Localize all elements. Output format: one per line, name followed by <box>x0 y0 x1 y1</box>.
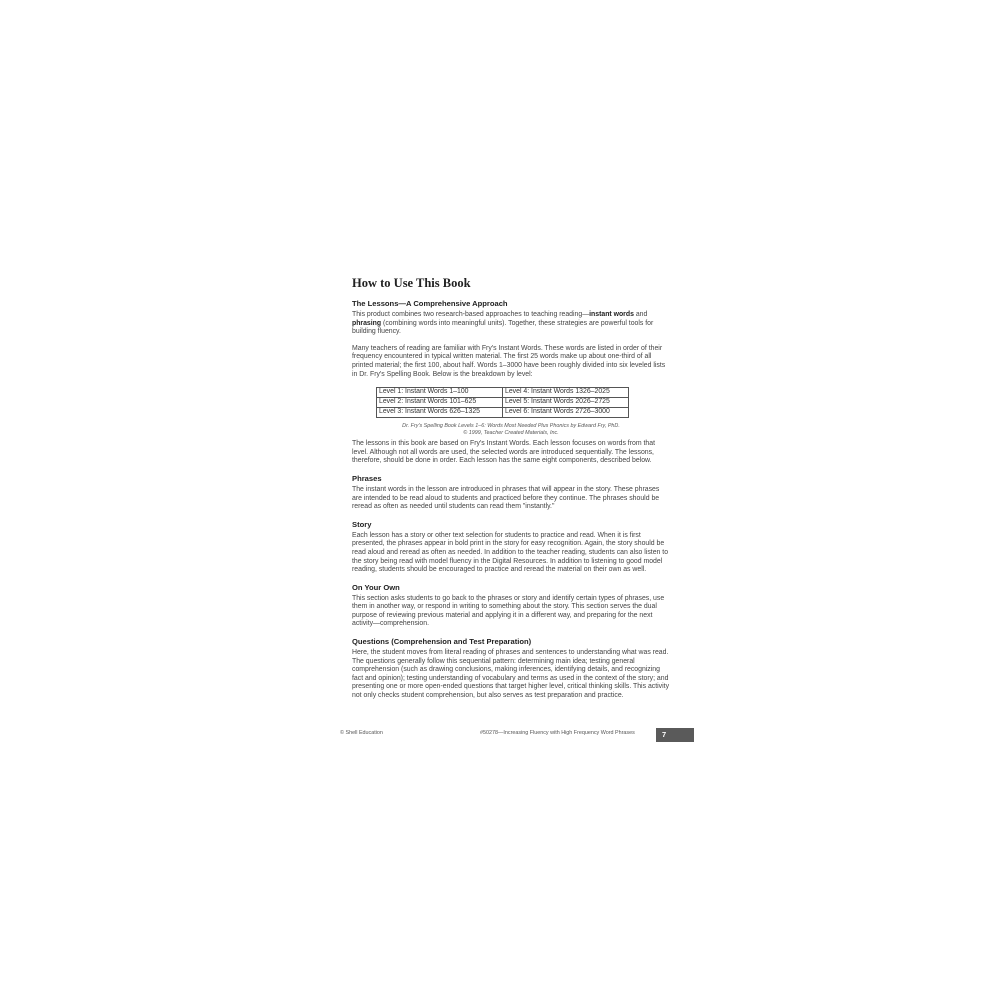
table-citation <box>352 423 670 436</box>
document-page <box>352 274 670 709</box>
story-paragraph: Each lesson has a story or other text selection for students to practice and read. When it is first presented, the phrases appear in bold print in the story for easy recognition. Again, the story should be read aloud and reread as often as needed. In addition to the teacher reading, students can also listen to the story being read with model fluency in the Digital Resources. In addition to listening to good model reading, students should be encouraged to practice and reread the material on their own as well. <box>352 531 669 574</box>
table-cell: Level 4: Instant Words 1326–2025 <box>503 388 629 398</box>
lessons-heading: The Lessons—A Comprehensive Approach <box>352 299 508 308</box>
table-cell: Level 5: Instant Words 2026–2725 <box>503 398 629 408</box>
footer-copyright: © Shell Education <box>340 730 383 736</box>
table-cell: Level 1: Instant Words 1–100 <box>377 388 503 398</box>
table-cell: Level 3: Instant Words 626–1325 <box>377 408 503 418</box>
table-row <box>377 388 629 398</box>
phrases-paragraph: The instant words in the lesson are introduced in phrases that will appear in the story. These phrases are intended to be read aloud to students and practiced before they continue. The phrases should be reread as often as needed until students can read them "instantly." <box>352 485 660 511</box>
page-number-box <box>656 728 694 742</box>
table-row <box>377 408 629 418</box>
bold-phrasing: phrasing <box>352 319 382 327</box>
page-title: How to Use This Book <box>352 276 471 290</box>
table-cell: Level 2: Instant Words 101–625 <box>377 398 503 408</box>
bold-instant-words: instant words <box>589 311 634 318</box>
phrases-heading: Phrases <box>352 473 382 483</box>
questions-paragraph: Here, the student moves from literal reading of phrases and sentences to understanding what was read. The questions generally follow this sequential pattern: determining main idea; testing general comprehension (such as drawing conclusions, making inferences, identifying details, and recognizing fact and opinion); testing understanding of vocabulary and terms as used in the context of the story; and presenting one or more open-ended questions that target higher level, critical thinking skills. This activity not only checks student comprehension, but also serves as test preparation and practice. <box>352 649 670 700</box>
table-cell: Level 6: Instant Words 2726–3000 <box>503 408 629 418</box>
page-number: 7 <box>662 730 667 739</box>
table-row <box>377 398 629 408</box>
on-your-own-paragraph: This section asks students to go back to the phrases or story and identify certain types of phrases, use them in another way, or respond in writing to something about the story. This section serves the dual purpose of reviewing previous material and applying it in a different way, and preparing for the next activity—comprehension. <box>352 594 665 628</box>
footer-product-title: #50278—Increasing Fluency with High Frequency Word Phrases <box>480 730 635 736</box>
lessons-paragraph-3: The lessons in this book are based on Fry's Instant Words. Each lesson focuses on words from that level. Although not all words are used, the selected words are introduced sequentially. The lessons, therefore, should be done in order. Each lesson has the same eight components, described below. <box>352 440 655 465</box>
page-footer <box>340 728 694 742</box>
lessons-paragraph-2: Many teachers of reading are familiar with Fry's Instant Words. These words are listed in order of their frequency encountered in typical written material. The first 25 words make up about one-third of all printed material; the first 100, about half. Words 1–3000 have been roughly divided into six leveled lists in Dr. Fry's Spelling Book. Below is the breakdown by level: <box>352 344 666 378</box>
levels-table <box>376 387 629 418</box>
lessons-paragraph-1: This product combines two research-based approaches to teaching reading—instant words and phrasing (combining words into meaningful units). Together, these strategies are powerful tools for building fluency. <box>352 311 654 336</box>
questions-heading: Questions (Comprehension and Test Preparation) <box>352 637 532 647</box>
story-heading: Story <box>352 519 372 529</box>
on-your-own-heading: On Your Own <box>352 582 400 592</box>
citation-line-1: Dr. Fry's Spelling Book Levels 1–6: Words Most Needed Plus Phonics by Edward Fry, PhD. <box>402 423 620 430</box>
citation-line-2: © 1999, Teacher Created Materials, Inc. <box>463 429 559 436</box>
